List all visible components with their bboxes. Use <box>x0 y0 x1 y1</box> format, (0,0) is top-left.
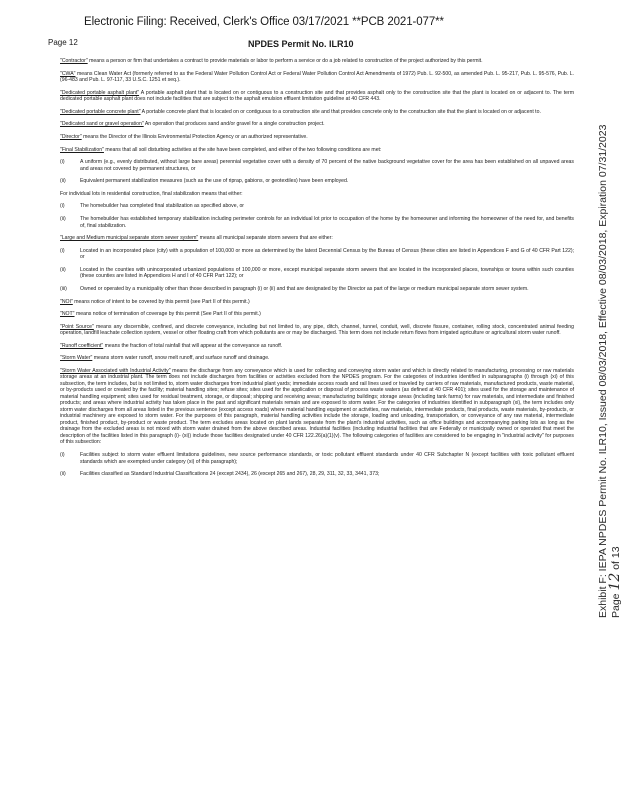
list-item <box>60 216 574 229</box>
definition-text: An operation that produces sand and/or gravel for a single construction project. <box>143 121 325 128</box>
definition-term: "Dedicated portable asphalt plant" <box>60 89 140 96</box>
filing-stamp: Electronic Filing: Received, Clerk's Office 03/17/2021 **PCB 2021-077** <box>84 16 444 28</box>
definition-storm-water <box>60 355 574 362</box>
exhibit-page-prefix: Page <box>610 590 622 618</box>
definition-text: means the discharge from any conveyance which is used for collecting and conveying storm water and which is directly related to manufacturing, processing or raw materials storage areas at an industrial plant. The term does not include discharges from facilities or activities excluded from the NPDES program. For the categories of industries identified in subparagraphs (i) through (xi) of this subsection, the term includes, but is not limited to, storm water discharges from industrial plant yards; immediate access roads and rail lines used or traveled by carriers of raw materials, manufactured products, waste material, or by-products used or created by the facility; material handling sites; refuse sites; sites used for the application or disposal of process waste waters (as defined at 40 CFR 401); sites used for the storage and maintenance of material handling equipment; sites used for residual treatment, storage, or disposal; shipping and receiving areas; manufacturing buildings; storage areas (including tank farms) for raw materials, and intermediate and finished products; and areas where industrial activity has taken place in the past and significant materials remain and are exposed to storm water. For the categories of industries identified in subparagraph (xi), the term includes only storm water discharges from all areas listed in the previous sentence (except access roads) where material handling equipment or activities, raw materials, intermediate products, final products, waste materials, by-products, or industrial machinery are exposed to storm water. For the purposes of this paragraph, material handling activities include the storage, loading and unloading, transportation, or conveyance of any raw material, intermediate product, finished product, by-product or waste product. The term excludes areas located on plant lands separate from the plant's industrial activities, such as office buildings and accompanying parking lots as long as the drainage from the excluded areas is not mixed with storm water drained from the above described areas. Industrial facilities (including industrial facilities that are Federally or municipally owned or operated that meet the description of the facilities listed in this paragraph (i)- (xi)) include those facilities designated under 40 CFR 122.26(a)(1)(v). The following categories of facilities are considered to be engaging in "industrial activity" for purposes of this subsection: <box>60 367 574 446</box>
handwritten-page-number: 12 <box>607 572 623 591</box>
item-text: Equivalent permanent stabilization measures (such as the use of riprap, gabions, or geotextiles) have been employed. <box>80 178 349 185</box>
exhibit-stamp-page <box>609 0 622 618</box>
definition-text: means that all soil disturbing activities at the site have been completed, and either of the two following conditions are met: <box>103 146 382 153</box>
list-item <box>60 248 574 261</box>
definition-term: "Contractor" <box>60 58 88 64</box>
permit-title: NPDES Permit No. ILR10 <box>248 39 354 49</box>
item-text: Located in an incorporated place (city) with a population of 100,000 or more as determined by the latest Decennial Census by the Bureau of Census (these cities are listed in Appendices F and G of 40 CFR Part 122); or <box>80 247 574 261</box>
definition-text: A portable asphalt plant that is located on or contiguous to a construction site and that provides asphalt only to the construction site that the plant is located on or adjacent to. The term dedicated portable asphalt plant does not include facilities that are subject to the asphalt emulsion effluent limitation guideline at 40 CFR 443. <box>60 89 574 103</box>
definition-industrial-storm-water <box>60 368 574 446</box>
definition-text: means notice of termination of coverage by this permit (See Part II of this permit.) <box>74 311 261 318</box>
document-body <box>60 58 574 484</box>
definition-noi <box>60 299 574 306</box>
item-number: (i) <box>60 247 65 254</box>
item-text: The homebuilder has established temporary stabilization including perimeter controls for an individual lot prior to occupation of the home by the homeowner and informing the homeowner of the need for, and benefits of, final stabilization. <box>80 216 574 229</box>
exhibit-page-suffix: of 13 <box>610 546 622 573</box>
definition-term: "NOI" <box>60 298 73 305</box>
item-text: Facilities classified as Standard Industrial Classifications 24 (except 2434), 26 (except 265 and 267), 28, 29, 311, 32, 33, 3441, 373; <box>80 471 380 478</box>
list-item <box>60 286 574 293</box>
definition-contractor <box>60 58 574 65</box>
definition-term: "Storm Water Associated with Industrial Activity" <box>60 367 171 374</box>
definition-not <box>60 311 574 318</box>
list-item <box>60 471 574 478</box>
item-number: (i) <box>60 159 65 166</box>
item-text: Owned or operated by a municipality other than those described in paragraph (i) or (ii) and that are designated by the Director as part of the large or medium municipal separate storm sewer system. <box>80 285 529 292</box>
item-number: (ii) <box>60 216 66 223</box>
item-number: (ii) <box>60 266 66 273</box>
definition-text: means a person or firm that undertakes a contract to provide materials or labor to perform a service or do a job related to construction of the project authorized by this permit. <box>87 58 483 64</box>
definition-term: "Final Stabilization" <box>60 146 104 153</box>
list-item <box>60 452 574 465</box>
definition-director <box>60 134 574 141</box>
definition-final-stabilization <box>60 147 574 154</box>
item-text: The homebuilder has completed final stabilization as specified above, or <box>80 203 245 210</box>
item-text: Located in the counties with unincorporated urbanized populations of 100,000 or more, except municipal separate storm sewers that are located in the incorporated places, townships or towns within such counties (these counties are listed in Appendices H and I of 40 CFR Part 122); or <box>80 266 574 280</box>
definition-term: "NOT" <box>60 311 75 318</box>
definition-point-source <box>60 324 574 337</box>
definition-runoff-coefficient <box>60 343 574 350</box>
definition-text: means any discernible, confined, and discrete conveyance, including but not limited to, any pipe, ditch, channel, tunnel, conduit, well, discrete fissure, container, rolling stock, concentrated animal feeding operation, landfill leachate collection system, vessel or other floating craft from which pollutants are or may be discharged. This term does not include return flows from irrigated agriculture or agricultural storm water runoff. <box>60 323 574 337</box>
definition-asphalt-plant <box>60 90 574 103</box>
definition-text: means all municipal separate storm sewers that are either: <box>198 235 333 242</box>
item-number: (i) <box>60 203 65 210</box>
exhibit-stamp-line1: Exhibit F: IEPA NPDES Permit No. ILR10, Issued 08/03/2018, Effective 08/03/2018, Expiration 07/31/2023 <box>597 124 609 618</box>
definition-term: "Dedicated portable concrete plant" <box>60 108 141 115</box>
definition-text: means the fraction of total rainfall that will appear at the conveyance as runoff. <box>103 342 283 349</box>
definition-term: "Storm Water" <box>60 355 93 362</box>
definition-term: "Dedicated sand or gravel operation" <box>60 121 144 128</box>
definition-term: "CWA" <box>60 70 76 77</box>
residential-intro: For individual lots in residential construction, final stabilization means that either: <box>60 190 243 197</box>
definition-text: means Clean Water Act (formerly referred to as the Federal Water Pollution Control Act or Federal Water Pollution Control Act Amendments of 1972) Pub. L. 92-500, as amended Pub. L. 95-217, Pub. L. 95-576, Pub. L. (96-483 and Pub. L. 97-117, 33 U.S.C. 1251 et seq.). <box>60 70 574 84</box>
definition-text: means the Director of the Illinois Environmental Protection Agency or an authorized representative. <box>81 133 308 140</box>
item-number: (iii) <box>60 285 67 292</box>
definition-text: means storm water runoff, snow melt runoff, and surface runoff and drainage. <box>92 355 270 362</box>
definition-text: means notice of intent to be covered by this permit (see Part II of this permit.) <box>72 298 250 305</box>
list-item <box>60 267 574 280</box>
list-item <box>60 203 574 210</box>
page-label: Page 12 <box>48 38 78 47</box>
definition-term: "Point Source" <box>60 323 94 330</box>
exhibit-stamp <box>597 0 622 618</box>
definition-ms4 <box>60 235 574 242</box>
definition-term: "Large and Medium municipal separate storm sewer system" <box>60 235 199 242</box>
definition-term: "Runoff coefficient" <box>60 342 104 349</box>
item-text: A uniform (e.g., evenly distributed, without large bare areas) perennial vegetative cover with a density of 70 percent of the native background vegetative cover for the area has been established on all unpaved areas and areas not covered by permanent structures, or <box>80 159 574 172</box>
list-item <box>60 178 574 185</box>
item-number: (i) <box>60 452 65 459</box>
item-number: (ii) <box>60 471 66 478</box>
definition-text: A portable concrete plant that is located on or contiguous to a construction site and that provides concrete only to the construction site that the plant is located on or adjacent to. <box>140 108 541 115</box>
definition-concrete-plant <box>60 109 574 116</box>
definition-term: "Director" <box>60 133 82 140</box>
item-number: (ii) <box>60 178 66 185</box>
item-text: Facilities subject to storm water effluent limitations guidelines, new source performance standards, or toxic pollutant effluent standards under 40 CFR Subchapter N (except facilities with toxic pollutant effluent standards which are exempted under category (xi) of this paragraph); <box>80 452 574 465</box>
definition-cwa <box>60 71 574 84</box>
list-item <box>60 159 574 172</box>
definition-sand-gravel <box>60 121 574 128</box>
